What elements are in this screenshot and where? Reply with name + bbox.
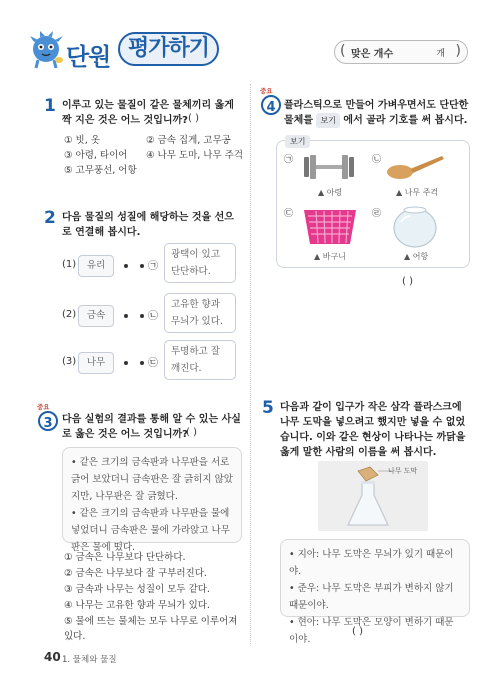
q4-number: 4 (266, 100, 276, 115)
q2-material-glass[interactable]: 유리 (78, 255, 114, 277)
q2-left-idx-2: (2) (62, 309, 77, 320)
unit-title-badge (118, 32, 219, 66)
q3-number: 3 (43, 416, 53, 431)
q3-option-1[interactable]: ① 금속은 나무보다 단단하다. (64, 552, 186, 563)
q4-important-tag: 중요 (260, 87, 273, 95)
q4-item-3-mark: ㉢ (284, 209, 294, 219)
q5-statement-junwoo: • 준우: 나무 도막은 부피가 변하지 않기 때문이야. (289, 583, 454, 611)
page-number: 40 (44, 650, 61, 664)
q1-question: 이루고 있는 물질이 같은 물체끼리 옳게 짝 지은 것은 어느 것입니까? (62, 100, 234, 126)
score-box (334, 40, 468, 64)
q2-left-dot-1[interactable] (124, 264, 128, 268)
q5-statements-box (280, 539, 470, 645)
q4-item-2-mark: ㉡ (372, 155, 382, 165)
score-unit: 개 (436, 49, 445, 59)
q2-left-idx-3: (3) (62, 356, 77, 367)
q4-item-4-caption: ▲ 어항 (404, 252, 429, 261)
q2-property-1: 광택이 있고 단단하다. (164, 243, 236, 283)
q3-important-tag: 중요 (37, 403, 50, 411)
q4-question-b: 에서 골라 기호를 써 봅시다. (343, 115, 468, 126)
q1-answer-blank[interactable]: ( ) (188, 113, 199, 124)
q4-item-2-caption: ▲ 나무 주걱 (396, 188, 439, 197)
q1-option-3[interactable]: ③ 아령, 타이어 (64, 150, 128, 161)
q4-item-3-caption: ▲ 바구니 (314, 252, 346, 261)
q3-box-line-1: • 같은 크기의 금속판과 나무판을 서로 긁어 보았더니 금속판은 잘 긁히지 않았지만, 나무판은 잘 긁혔다. (71, 457, 233, 502)
unit-title-part2: 평가하기 (128, 36, 210, 61)
q3-option-4[interactable]: ④ 나무는 고유한 향과 무늬가 있다. (64, 600, 210, 611)
q2-left-idx-1: (1) (62, 259, 77, 270)
q3-question: 다음 실험의 결과를 통해 알 수 있는 사실로 옳은 것은 어느 것입니까? (62, 414, 241, 440)
wooden-spatula-icon (386, 152, 446, 182)
flask-photo-label: 나무 도막 (388, 467, 418, 475)
q1-option-2[interactable]: ② 금속 집게, 고무공 (146, 135, 231, 146)
q3-box-line-2: • 같은 크기의 금속판과 나무판을 물에 넣었더니 금속판은 물에 가라앉고 나무판은 물에 떴다. (71, 508, 230, 553)
q3-option-3[interactable]: ③ 금속과 나무는 성질이 모두 같다. (64, 584, 210, 595)
q4-answer-blank[interactable]: ( ) (402, 276, 413, 287)
q2-right-idx-1: ㉠ (148, 261, 158, 272)
q2-left-dot-2[interactable] (124, 314, 128, 318)
q2-material-wood[interactable]: 나무 (78, 352, 114, 374)
q4-bogi-label: 보기 (285, 135, 310, 148)
q5-statement-jia: • 지아: 나무 도막은 무늬가 있기 때문이야. (289, 549, 454, 577)
q2-property-3: 투명하고 잘 깨진다. (164, 340, 236, 380)
score-label: 맞은 개수 (351, 49, 394, 60)
q2-question: 다음 물질의 성질에 해당하는 것을 선으로 연결해 봅시다. (62, 212, 234, 238)
q2-right-dot-3[interactable] (140, 361, 144, 365)
q3-answer-blank[interactable]: ( ) (186, 427, 197, 438)
flask-photo (318, 461, 428, 531)
q3-option-2[interactable]: ② 금속은 나무보다 잘 구부러진다. (64, 568, 207, 579)
q4-question-a: 플라스틱으로 만들어 가벼우면서도 단단한 물체를 (284, 100, 469, 126)
q2-number: 2 (44, 208, 56, 228)
q2-right-idx-2: ㉡ (148, 311, 158, 322)
score-paren-close: ) (455, 43, 461, 59)
column-divider (250, 84, 251, 644)
q4-item-4-mark: ㉣ (372, 209, 382, 219)
q2-left-dot-3[interactable] (124, 361, 128, 365)
q5-statement-hyuna: • 현아: 나무 도막은 모양이 변하기 때문이야. (289, 617, 454, 645)
q4-number-badge (261, 95, 281, 115)
q3-number-badge (38, 411, 58, 431)
pink-basket-icon (302, 206, 358, 246)
score-paren-open: ( (340, 43, 346, 59)
q5-answer-blank[interactable]: ( ) (352, 626, 363, 637)
chapter-title: 1. 물체와 물질 (62, 655, 117, 665)
dumbbell-icon (302, 153, 356, 181)
q3-experiment-box (62, 447, 242, 553)
q2-right-dot-2[interactable] (140, 314, 144, 318)
q5-number: 5 (262, 398, 274, 418)
q2-material-metal[interactable]: 금속 (78, 305, 114, 327)
q1-option-5[interactable]: ⑤ 고무풍선, 어항 (64, 165, 137, 176)
q1-option-4[interactable]: ④ 나무 도마, 나무 주걱 (146, 150, 244, 161)
q2-property-2: 고유한 향과 무늬가 있다. (164, 293, 236, 333)
mascot-character-icon (26, 30, 66, 70)
fishbowl-icon (392, 204, 438, 248)
q1-option-1[interactable]: ① 빗, 옷 (64, 135, 100, 146)
q4-item-1-mark: ㉠ (284, 155, 294, 165)
q4-item-1-caption: ▲ 아령 (318, 188, 343, 197)
q2-right-idx-3: ㉢ (148, 358, 158, 369)
unit-title-part1: 단원 (66, 43, 111, 71)
q2-right-dot-1[interactable] (140, 264, 144, 268)
q5-question: 다음과 같이 입구가 작은 삼각 플라스크에 나무 도막을 넣으려고 했지만 넣을 수 없었습니다. 이와 같은 현상이 나타나는 까닭을 옳게 말한 사람의 이름을 써 봅시다. (280, 402, 466, 458)
q1-number: 1 (44, 96, 56, 116)
q4-bogi-inline: 보기 (316, 113, 339, 128)
q3-option-5[interactable]: ⑤ 물에 뜨는 물체는 모두 나무로 이루어져 있다. (64, 616, 238, 642)
